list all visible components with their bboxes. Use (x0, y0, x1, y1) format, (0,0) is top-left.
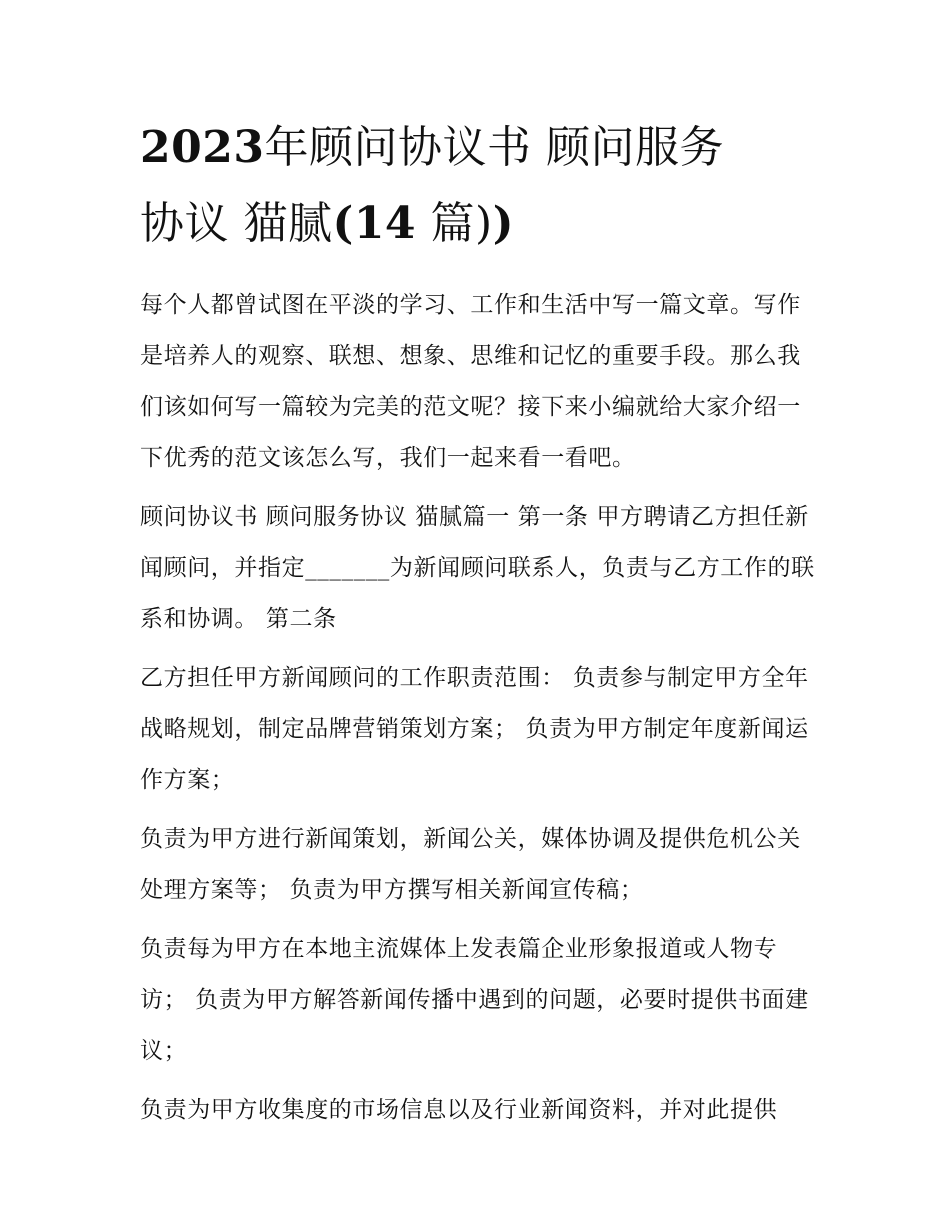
paragraph-market-info: 负责为甲方收集度的市场信息以及行业新闻资料，并对此提供 (140, 1097, 778, 1123)
title-line-2: 协议 猫腻(14 篇)) (140, 198, 515, 249)
title-count: (14 (332, 198, 417, 249)
title-line-2-text: 协议 猫腻 (140, 198, 333, 249)
paragraph-article-1: 顾问协议书 顾问服务协议 猫腻篇一 第一条 甲方聘请乙方担任新闻顾问，并指定_______为新闻顾问联系人，负责与乙方工作的联系和协调。 第二条 (140, 504, 815, 632)
paragraph-news-planning: 负责为甲方进行新闻策划，新闻公关，媒体协调及提供危机公关处理方案等； 负责为甲方撰写相关新闻宣传稿； (140, 826, 801, 903)
paragraph-duties: 乙方担任甲方新闻顾问的工作职责范围： 负责参与制定甲方全年战略规划，制定品牌营销策划方案； 负责为甲方制定年度新闻运作方案； (140, 665, 809, 793)
title-year: 2023 (140, 122, 265, 173)
title-count-suffix: 篇) (416, 198, 493, 249)
title-line-1 (140, 122, 724, 173)
paragraph-media-reports: 负责每为甲方在本地主流媒体上发表篇企业形象报道或人物专访； 负责为甲方解答新闻传播中遇到的问题，必要时提供书面建议； (140, 936, 809, 1064)
document-title (140, 110, 820, 262)
paragraph-intro: 每个人都曾试图在平淡的学习、工作和生活中写一篇文章。写作是培养人的观察、联想、想象、思维和记忆的重要手段。那么我们该如何写一篇较为完美的范文呢？接下来小编就给大家介绍一下优秀的范文该怎么写，我们一起来看一看吧。 (140, 292, 801, 471)
title-line-1-text: 年顾问协议书 顾问服务 (264, 122, 724, 173)
document-content (140, 110, 820, 1144)
